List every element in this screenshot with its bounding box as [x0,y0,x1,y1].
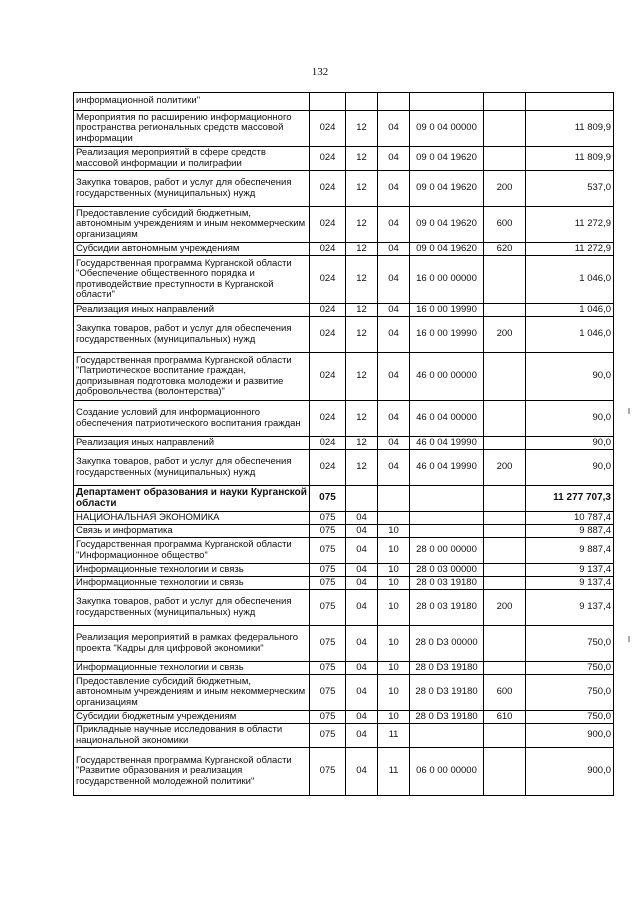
table-row [74,243,614,256]
subsection-code-cell [378,512,410,525]
subsection-code-cell: 11 [378,724,410,748]
row-name-cell: Прикладные научные исследования в области национальной экономики [74,724,310,748]
amount-cell: 9 137,4 [526,590,614,626]
target-article-cell: 28 0 00 00000 [410,538,484,564]
subsection-code-cell: 04 [378,256,410,304]
subsection-code-cell: 04 [378,171,410,207]
expense-type-cell [484,147,526,171]
row-name-cell: Закупка товаров, работ и услуг для обеспечения государственных (муниципальных) нужд [74,590,310,626]
target-article-cell [410,486,484,512]
expense-type-cell [484,401,526,437]
ministry-code-cell: 075 [310,724,346,748]
subsection-code-cell: 10 [378,675,410,711]
table-body [74,93,614,796]
amount-cell: 11 809,9 [526,111,614,147]
ministry-code-cell: 024 [310,317,346,353]
amount-cell: 750,0 [526,662,614,675]
expense-type-cell [484,353,526,401]
ministry-code-cell: 024 [310,243,346,256]
ministry-code-cell: 075 [310,748,346,796]
table-row [74,748,614,796]
subsection-code-cell: 10 [378,564,410,577]
row-name-cell: Государственная программа Курганской области "Информационное общество" [74,538,310,564]
expense-type-cell [484,437,526,450]
target-article-cell: 09 0 04 19620 [410,243,484,256]
section-code-cell: 12 [346,353,378,401]
amount-cell: 9 137,4 [526,564,614,577]
section-code-cell: 12 [346,243,378,256]
subsection-code-cell [378,93,410,111]
target-article-cell: 46 0 04 19990 [410,450,484,486]
target-article-cell [410,525,484,538]
row-name-cell: Создание условий для информационного обеспечения патриотического воспитания граждан [74,401,310,437]
section-code-cell: 12 [346,256,378,304]
target-article-cell: 16 0 00 00000 [410,256,484,304]
ministry-code-cell: 024 [310,304,346,317]
expense-type-cell [484,93,526,111]
target-article-cell: 28 0 D3 19180 [410,675,484,711]
expense-type-cell [484,486,526,512]
expense-type-cell: 200 [484,450,526,486]
ministry-code-cell: 024 [310,256,346,304]
expense-type-cell: 610 [484,711,526,724]
subsection-code-cell: 04 [378,243,410,256]
expense-type-cell [484,577,526,590]
table-row [74,675,614,711]
target-article-cell: 09 0 04 19620 [410,207,484,243]
amount-cell: 1 046,0 [526,256,614,304]
row-name-cell: Предоставление субсидий бюджетным, автономным учреждениям и иным некоммерческим организациям [74,207,310,243]
ministry-code-cell: 075 [310,538,346,564]
expense-type-cell [484,748,526,796]
section-code-cell: 12 [346,207,378,243]
amount-cell: 750,0 [526,675,614,711]
amount-cell: 537,0 [526,171,614,207]
table-row [74,317,614,353]
table-row [74,93,614,111]
table-row [74,304,614,317]
amount-cell: 9 137,4 [526,577,614,590]
subsection-code-cell: 04 [378,401,410,437]
table-row [74,564,614,577]
table-row [74,401,614,437]
ministry-code-cell: 075 [310,626,346,662]
row-name-cell: Субсидии автономным учреждениям [74,243,310,256]
row-name-cell: Государственная программа Курганской области "Патриотическое воспитание граждан, допризывная подготовка молодежи и развитие добровольчества (волонтерства)" [74,353,310,401]
section-code-cell: 04 [346,577,378,590]
table-row [74,353,614,401]
amount-cell: 10 787,4 [526,512,614,525]
section-code-cell: 04 [346,711,378,724]
subsection-code-cell: 10 [378,525,410,538]
expense-type-cell: 600 [484,675,526,711]
row-name-cell: Департамент образования и науки Курганской области [74,486,310,512]
table-row [74,486,614,512]
table-row [74,111,614,147]
section-code-cell: 04 [346,538,378,564]
subsection-code-cell: 04 [378,147,410,171]
table-row [74,724,614,748]
target-article-cell: 09 0 04 19620 [410,171,484,207]
amount-cell: 90,0 [526,437,614,450]
amount-cell: 11 277 707,3 [526,486,614,512]
target-article-cell: 28 0 D3 19180 [410,662,484,675]
table-row [74,512,614,525]
subsection-code-cell: 04 [378,353,410,401]
expense-type-cell [484,512,526,525]
ministry-code-cell: 024 [310,450,346,486]
row-name-cell: Предоставление субсидий бюджетным, автономным учреждениям и иным некоммерческим организациям [74,675,310,711]
subsection-code-cell: 10 [378,711,410,724]
ministry-code-cell: 075 [310,675,346,711]
section-code-cell: 04 [346,626,378,662]
row-name-cell: Реализация иных направлений [74,304,310,317]
ministry-code-cell: 075 [310,564,346,577]
section-code-cell: 04 [346,724,378,748]
table-row [74,662,614,675]
row-name-cell: Мероприятия по расширению информационного пространства региональных средств массовой информации [74,111,310,147]
target-article-cell: 09 0 04 00000 [410,111,484,147]
table-row [74,207,614,243]
expense-type-cell [484,538,526,564]
row-name-cell: Информационные технологии и связь [74,577,310,590]
table-row [74,525,614,538]
subsection-code-cell: 10 [378,662,410,675]
section-code-cell: 04 [346,512,378,525]
page-number: 132 [311,66,329,78]
table-row [74,538,614,564]
table-row [74,171,614,207]
subsection-code-cell: 04 [378,304,410,317]
amount-cell: 90,0 [526,353,614,401]
amount-cell: 750,0 [526,626,614,662]
table-row [74,437,614,450]
ministry-code-cell: 075 [310,525,346,538]
expense-type-cell [484,256,526,304]
expense-type-cell [484,525,526,538]
section-code-cell: 12 [346,401,378,437]
row-name-cell: НАЦИОНАЛЬНАЯ ЭКОНОМИКА [74,512,310,525]
subsection-code-cell: 04 [378,207,410,243]
table-row [74,590,614,626]
expense-type-cell: 600 [484,207,526,243]
expense-type-cell [484,111,526,147]
subsection-code-cell: 10 [378,590,410,626]
target-article-cell: 28 0 03 19180 [410,577,484,590]
ministry-code-cell: 024 [310,171,346,207]
amount-cell: 750,0 [526,711,614,724]
section-code-cell: 12 [346,304,378,317]
subsection-code-cell [378,486,410,512]
amount-cell: 900,0 [526,724,614,748]
ministry-code-cell: 024 [310,111,346,147]
amount-cell [526,93,614,111]
amount-cell: 11 809,9 [526,147,614,171]
section-code-cell: 12 [346,437,378,450]
ministry-code-cell: 024 [310,437,346,450]
expense-type-cell [484,564,526,577]
target-article-cell: 06 0 00 00000 [410,748,484,796]
expense-type-cell: 200 [484,171,526,207]
table-row [74,577,614,590]
table-row [74,256,614,304]
amount-cell: 9 887,4 [526,538,614,564]
amount-cell: 11 272,9 [526,243,614,256]
row-name-cell: Информационные технологии и связь [74,564,310,577]
subsection-code-cell: 04 [378,317,410,353]
ministry-code-cell: 075 [310,577,346,590]
amount-cell: 90,0 [526,450,614,486]
expense-type-cell [484,724,526,748]
subsection-code-cell: 10 [378,538,410,564]
row-name-cell: Субсидии бюджетным учреждениям [74,711,310,724]
ministry-code-cell: 024 [310,147,346,171]
row-name-cell: Закупка товаров, работ и услуг для обеспечения государственных (муниципальных) нужд [74,317,310,353]
budget-table [73,92,614,796]
scan-mark [628,636,630,642]
ministry-code-cell: 024 [310,401,346,437]
row-name-cell: Реализация мероприятий в рамках федерального проекта "Кадры для цифровой экономики" [74,626,310,662]
section-code-cell: 12 [346,171,378,207]
subsection-code-cell: 11 [378,748,410,796]
target-article-cell: 28 0 03 00000 [410,564,484,577]
target-article-cell: 28 0 03 19180 [410,590,484,626]
section-code-cell: 12 [346,317,378,353]
row-name-cell: Реализация мероприятий в сфере средств массовой информации и полиграфии [74,147,310,171]
amount-cell: 900,0 [526,748,614,796]
row-name-cell: Связь и информатика [74,525,310,538]
section-code-cell: 04 [346,590,378,626]
section-code-cell [346,93,378,111]
amount-cell: 11 272,9 [526,207,614,243]
amount-cell: 1 046,0 [526,317,614,353]
row-name-cell: Реализация иных направлений [74,437,310,450]
ministry-code-cell: 075 [310,711,346,724]
expense-type-cell: 620 [484,243,526,256]
target-article-cell [410,724,484,748]
target-article-cell: 46 0 04 19990 [410,437,484,450]
amount-cell: 9 887,4 [526,525,614,538]
row-name-cell: Информационные технологии и связь [74,662,310,675]
ministry-code-cell: 075 [310,486,346,512]
target-article-cell: 46 0 00 00000 [410,353,484,401]
amount-cell: 90,0 [526,401,614,437]
subsection-code-cell: 10 [378,577,410,590]
row-name-cell: информационной политики" [74,93,310,111]
ministry-code-cell: 075 [310,590,346,626]
row-name-cell: Закупка товаров, работ и услуг для обеспечения государственных (муниципальных) нужд [74,171,310,207]
row-name-cell: Государственная программа Курганской области "Развитие образования и реализация государственной молодежной политики" [74,748,310,796]
row-name-cell: Закупка товаров, работ и услуг для обеспечения государственных (муниципальных) нужд [74,450,310,486]
target-article-cell [410,512,484,525]
section-code-cell [346,486,378,512]
target-article-cell: 09 0 04 19620 [410,147,484,171]
expense-type-cell [484,304,526,317]
section-code-cell: 12 [346,111,378,147]
section-code-cell: 04 [346,675,378,711]
subsection-code-cell: 10 [378,626,410,662]
row-name-cell: Государственная программа Курганской области "Обеспечение общественного порядка и противодействие преступности в Курганской области" [74,256,310,304]
expense-type-cell [484,662,526,675]
ministry-code-cell: 075 [310,662,346,675]
section-code-cell: 04 [346,564,378,577]
amount-cell: 1 046,0 [526,304,614,317]
ministry-code-cell: 024 [310,353,346,401]
subsection-code-cell: 04 [378,450,410,486]
expense-type-cell: 200 [484,590,526,626]
target-article-cell: 16 0 00 19990 [410,317,484,353]
table-row [74,147,614,171]
ministry-code-cell: 024 [310,207,346,243]
expense-type-cell [484,626,526,662]
target-article-cell: 28 0 D3 19180 [410,711,484,724]
table-row [74,450,614,486]
ministry-code-cell [310,93,346,111]
table-row [74,626,614,662]
table-row [74,711,614,724]
ministry-code-cell: 075 [310,512,346,525]
scan-mark [628,408,630,414]
section-code-cell: 04 [346,748,378,796]
subsection-code-cell: 04 [378,111,410,147]
target-article-cell: 28 0 D3 00000 [410,626,484,662]
section-code-cell: 12 [346,450,378,486]
target-article-cell: 16 0 00 19990 [410,304,484,317]
expense-type-cell: 200 [484,317,526,353]
subsection-code-cell: 04 [378,437,410,450]
target-article-cell [410,93,484,111]
target-article-cell: 46 0 04 00000 [410,401,484,437]
section-code-cell: 12 [346,147,378,171]
section-code-cell: 04 [346,662,378,675]
section-code-cell: 04 [346,525,378,538]
